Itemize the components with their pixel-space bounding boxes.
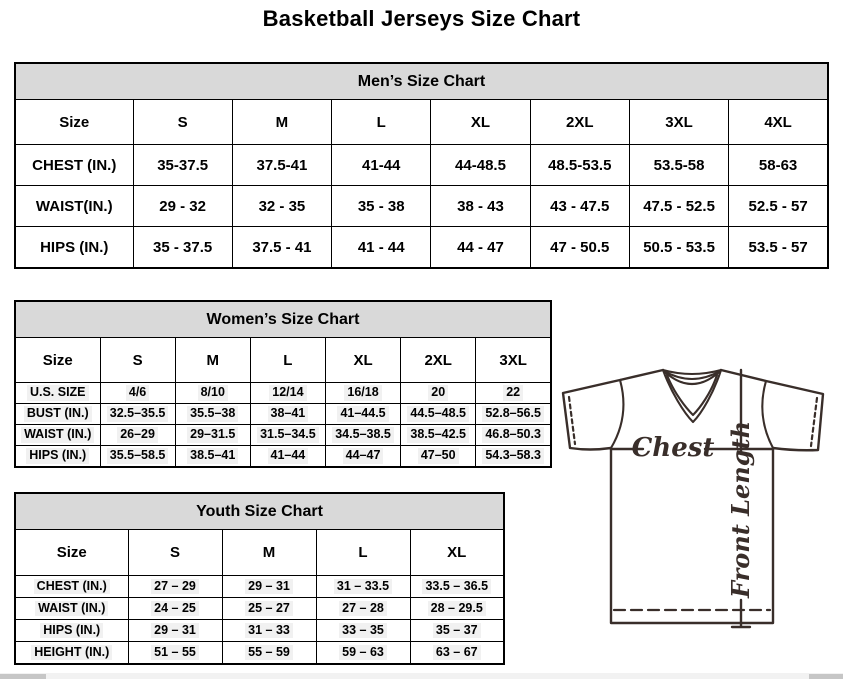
cell-text: 52.8–56.5 [482,406,544,422]
size-col-header: 2XL [401,338,476,383]
mens-table-title: Men’s Size Chart [15,63,828,100]
table-row [15,598,504,620]
row-label [15,598,128,620]
table-cell: 44 - 47 [431,227,530,269]
table-cell [175,446,250,468]
table-cell [316,642,410,665]
row-label [15,425,100,446]
cell-text: 29–31.5 [187,427,238,443]
size-col-header: S [133,100,232,145]
size-col-header: S [128,530,222,576]
table-cell: 38 - 43 [431,186,530,227]
size-col-header: XL [410,530,504,576]
cell-text: 26–29 [117,427,158,443]
table-row [15,446,551,468]
row-label-text: BUST (IN.) [24,406,92,422]
size-col-header: 3XL [476,338,551,383]
row-label [15,620,128,642]
row-label-text: U.S. SIZE [27,385,89,401]
cell-text: 38.5–42.5 [407,427,469,443]
table-cell [325,425,400,446]
table-cell [476,446,551,468]
size-col-header: 3XL [629,100,728,145]
row-label-text: HEIGHT (IN.) [31,645,112,661]
table-cell: 50.5 - 53.5 [629,227,728,269]
table-cell: 37.5-41 [232,145,331,186]
collar [663,370,721,422]
cell-text: 27 – 28 [339,601,387,617]
cell-text: 12/14 [269,385,306,401]
row-label [15,446,100,468]
size-header: Size [15,338,100,383]
table-cell: 43 - 47.5 [530,186,629,227]
cell-text: 41–44.5 [337,406,388,422]
mens-size-header-row [15,100,828,145]
cell-text: 31.5–34.5 [257,427,319,443]
cell-text: 54.3–58.3 [482,448,544,464]
table-cell: 35 - 38 [332,186,431,227]
table-cell [100,425,175,446]
row-label-text: CHEST (IN.) [34,579,110,595]
row-label-text: HIPS (IN.) [40,623,103,639]
size-header: Size [15,100,133,145]
size-col-header: XL [325,338,400,383]
table-cell: 41 - 44 [332,227,431,269]
cell-text: 44–47 [343,448,384,464]
mens-size-table [14,62,829,269]
cell-text: 33.5 – 36.5 [422,579,491,595]
size-col-header: L [316,530,410,576]
table-cell [476,404,551,425]
cell-text: 55 – 59 [245,645,293,661]
table-row [15,404,551,425]
cell-text: 46.8–50.3 [482,427,544,443]
horizontal-scrollbar[interactable] [0,673,843,679]
table-cell [410,642,504,665]
table-cell [410,620,504,642]
mens-size-chart [14,62,829,269]
table-cell [100,446,175,468]
table-cell [250,446,325,468]
youth-size-header-row [15,530,504,576]
size-col-header: L [250,338,325,383]
table-cell [325,404,400,425]
cell-text: 27 – 29 [151,579,199,595]
cell-text: 33 – 35 [339,623,387,639]
cell-text: 31 – 33.5 [334,579,392,595]
scrollbar-thumb-right[interactable] [809,674,843,679]
size-col-header: XL [431,100,530,145]
size-col-header: L [332,100,431,145]
table-cell: 29 - 32 [133,186,232,227]
cell-text: 44.5–48.5 [407,406,469,422]
table-cell [325,446,400,468]
cell-text: 63 – 67 [433,645,481,661]
size-col-header: 4XL [729,100,828,145]
cell-text: 22 [503,385,523,401]
page-title: Basketball Jerseys Size Chart [262,6,581,31]
table-row [15,620,504,642]
table-cell [401,404,476,425]
youth-size-table [14,492,505,665]
table-cell: 47 - 50.5 [530,227,629,269]
table-cell [222,620,316,642]
cell-text: 25 – 27 [245,601,293,617]
table-row [15,383,551,404]
jersey-diagram-icon [556,360,843,672]
table-cell [175,425,250,446]
cell-text: 8/10 [198,385,228,401]
cell-text: 24 – 25 [151,601,199,617]
jersey-measurement-diagram [556,360,843,672]
cell-text: 28 – 29.5 [428,601,486,617]
table-cell [222,576,316,598]
front-length-label: Front Length [726,420,755,598]
table-cell [476,383,551,404]
table-cell [316,576,410,598]
row-label-text: WAIST (IN.) [21,427,94,443]
table-cell [128,642,222,665]
sleeve-seam-left [611,380,623,448]
womens-size-table [14,300,552,468]
table-cell [250,383,325,404]
table-cell: 52.5 - 57 [729,186,828,227]
cell-text: 31 – 33 [245,623,293,639]
sleeve-seam-right [762,381,773,448]
table-cell [316,598,410,620]
table-cell [222,642,316,665]
cell-text: 47–50 [418,448,459,464]
table-cell [401,446,476,468]
cell-text: 16/18 [344,385,381,401]
table-cell [250,425,325,446]
womens-table-title-row [15,301,551,338]
table-cell [410,576,504,598]
table-cell: 44-48.5 [431,145,530,186]
mens-table-title-row [15,63,828,100]
chest-label: Chest [631,433,715,463]
cell-text: 35 – 37 [433,623,481,639]
cell-text: 35.5–58.5 [107,448,169,464]
table-cell: 58-63 [729,145,828,186]
cell-text: 41–44 [268,448,309,464]
row-label [15,576,128,598]
jersey-outline [563,370,823,623]
row-label [15,642,128,665]
table-cell: 41-44 [332,145,431,186]
cell-text: 32.5–35.5 [107,406,169,422]
cell-text: 38.5–41 [187,448,238,464]
table-cell [128,598,222,620]
table-cell [325,383,400,404]
size-col-header: 2XL [530,100,629,145]
size-col-header: M [175,338,250,383]
table-cell: 53.5-58 [629,145,728,186]
table-cell [476,425,551,446]
womens-size-header-row [15,338,551,383]
cell-text: 4/6 [126,385,149,401]
cell-text: 20 [428,385,448,401]
cuff-dash-left [569,397,575,444]
table-row [15,186,828,227]
cell-text: 34.5–38.5 [332,427,394,443]
table-row [15,227,828,269]
table-cell [100,383,175,404]
table-cell: 35 - 37.5 [133,227,232,269]
table-cell [401,383,476,404]
table-row [15,576,504,598]
table-cell [250,404,325,425]
table-cell: 35-37.5 [133,145,232,186]
size-col-header: S [100,338,175,383]
womens-size-chart [14,300,552,468]
table-cell: 53.5 - 57 [729,227,828,269]
row-label: WAIST(IN.) [15,186,133,227]
youth-table-title: Youth Size Chart [15,493,504,530]
youth-table-title-row [15,493,504,530]
table-cell: 47.5 - 52.5 [629,186,728,227]
youth-size-chart [14,492,505,665]
cell-text: 35.5–38 [187,406,238,422]
cell-text: 29 – 31 [245,579,293,595]
size-col-header: M [222,530,316,576]
table-cell: 32 - 35 [232,186,331,227]
table-row [15,425,551,446]
table-cell [410,598,504,620]
table-cell [128,576,222,598]
scrollbar-thumb-left[interactable] [0,674,46,679]
table-cell [401,425,476,446]
table-cell: 37.5 - 41 [232,227,331,269]
womens-table-title: Women’s Size Chart [15,301,551,338]
table-cell [175,383,250,404]
size-header: Size [15,530,128,576]
table-cell [316,620,410,642]
table-cell [100,404,175,425]
table-cell: 48.5-53.5 [530,145,629,186]
table-cell [175,404,250,425]
table-row [15,642,504,665]
row-label: HIPS (IN.) [15,227,133,269]
row-label: CHEST (IN.) [15,145,133,186]
cell-text: 59 – 63 [339,645,387,661]
cell-text: 29 – 31 [151,623,199,639]
cell-text: 51 – 55 [151,645,199,661]
row-label-text: HIPS (IN.) [26,448,89,464]
cell-text: 38–41 [268,406,309,422]
cuff-dash-right [811,398,817,446]
table-cell [222,598,316,620]
table-cell [128,620,222,642]
row-label [15,383,100,404]
row-label [15,404,100,425]
table-row [15,145,828,186]
row-label-text: WAIST (IN.) [35,601,108,617]
size-col-header: M [232,100,331,145]
